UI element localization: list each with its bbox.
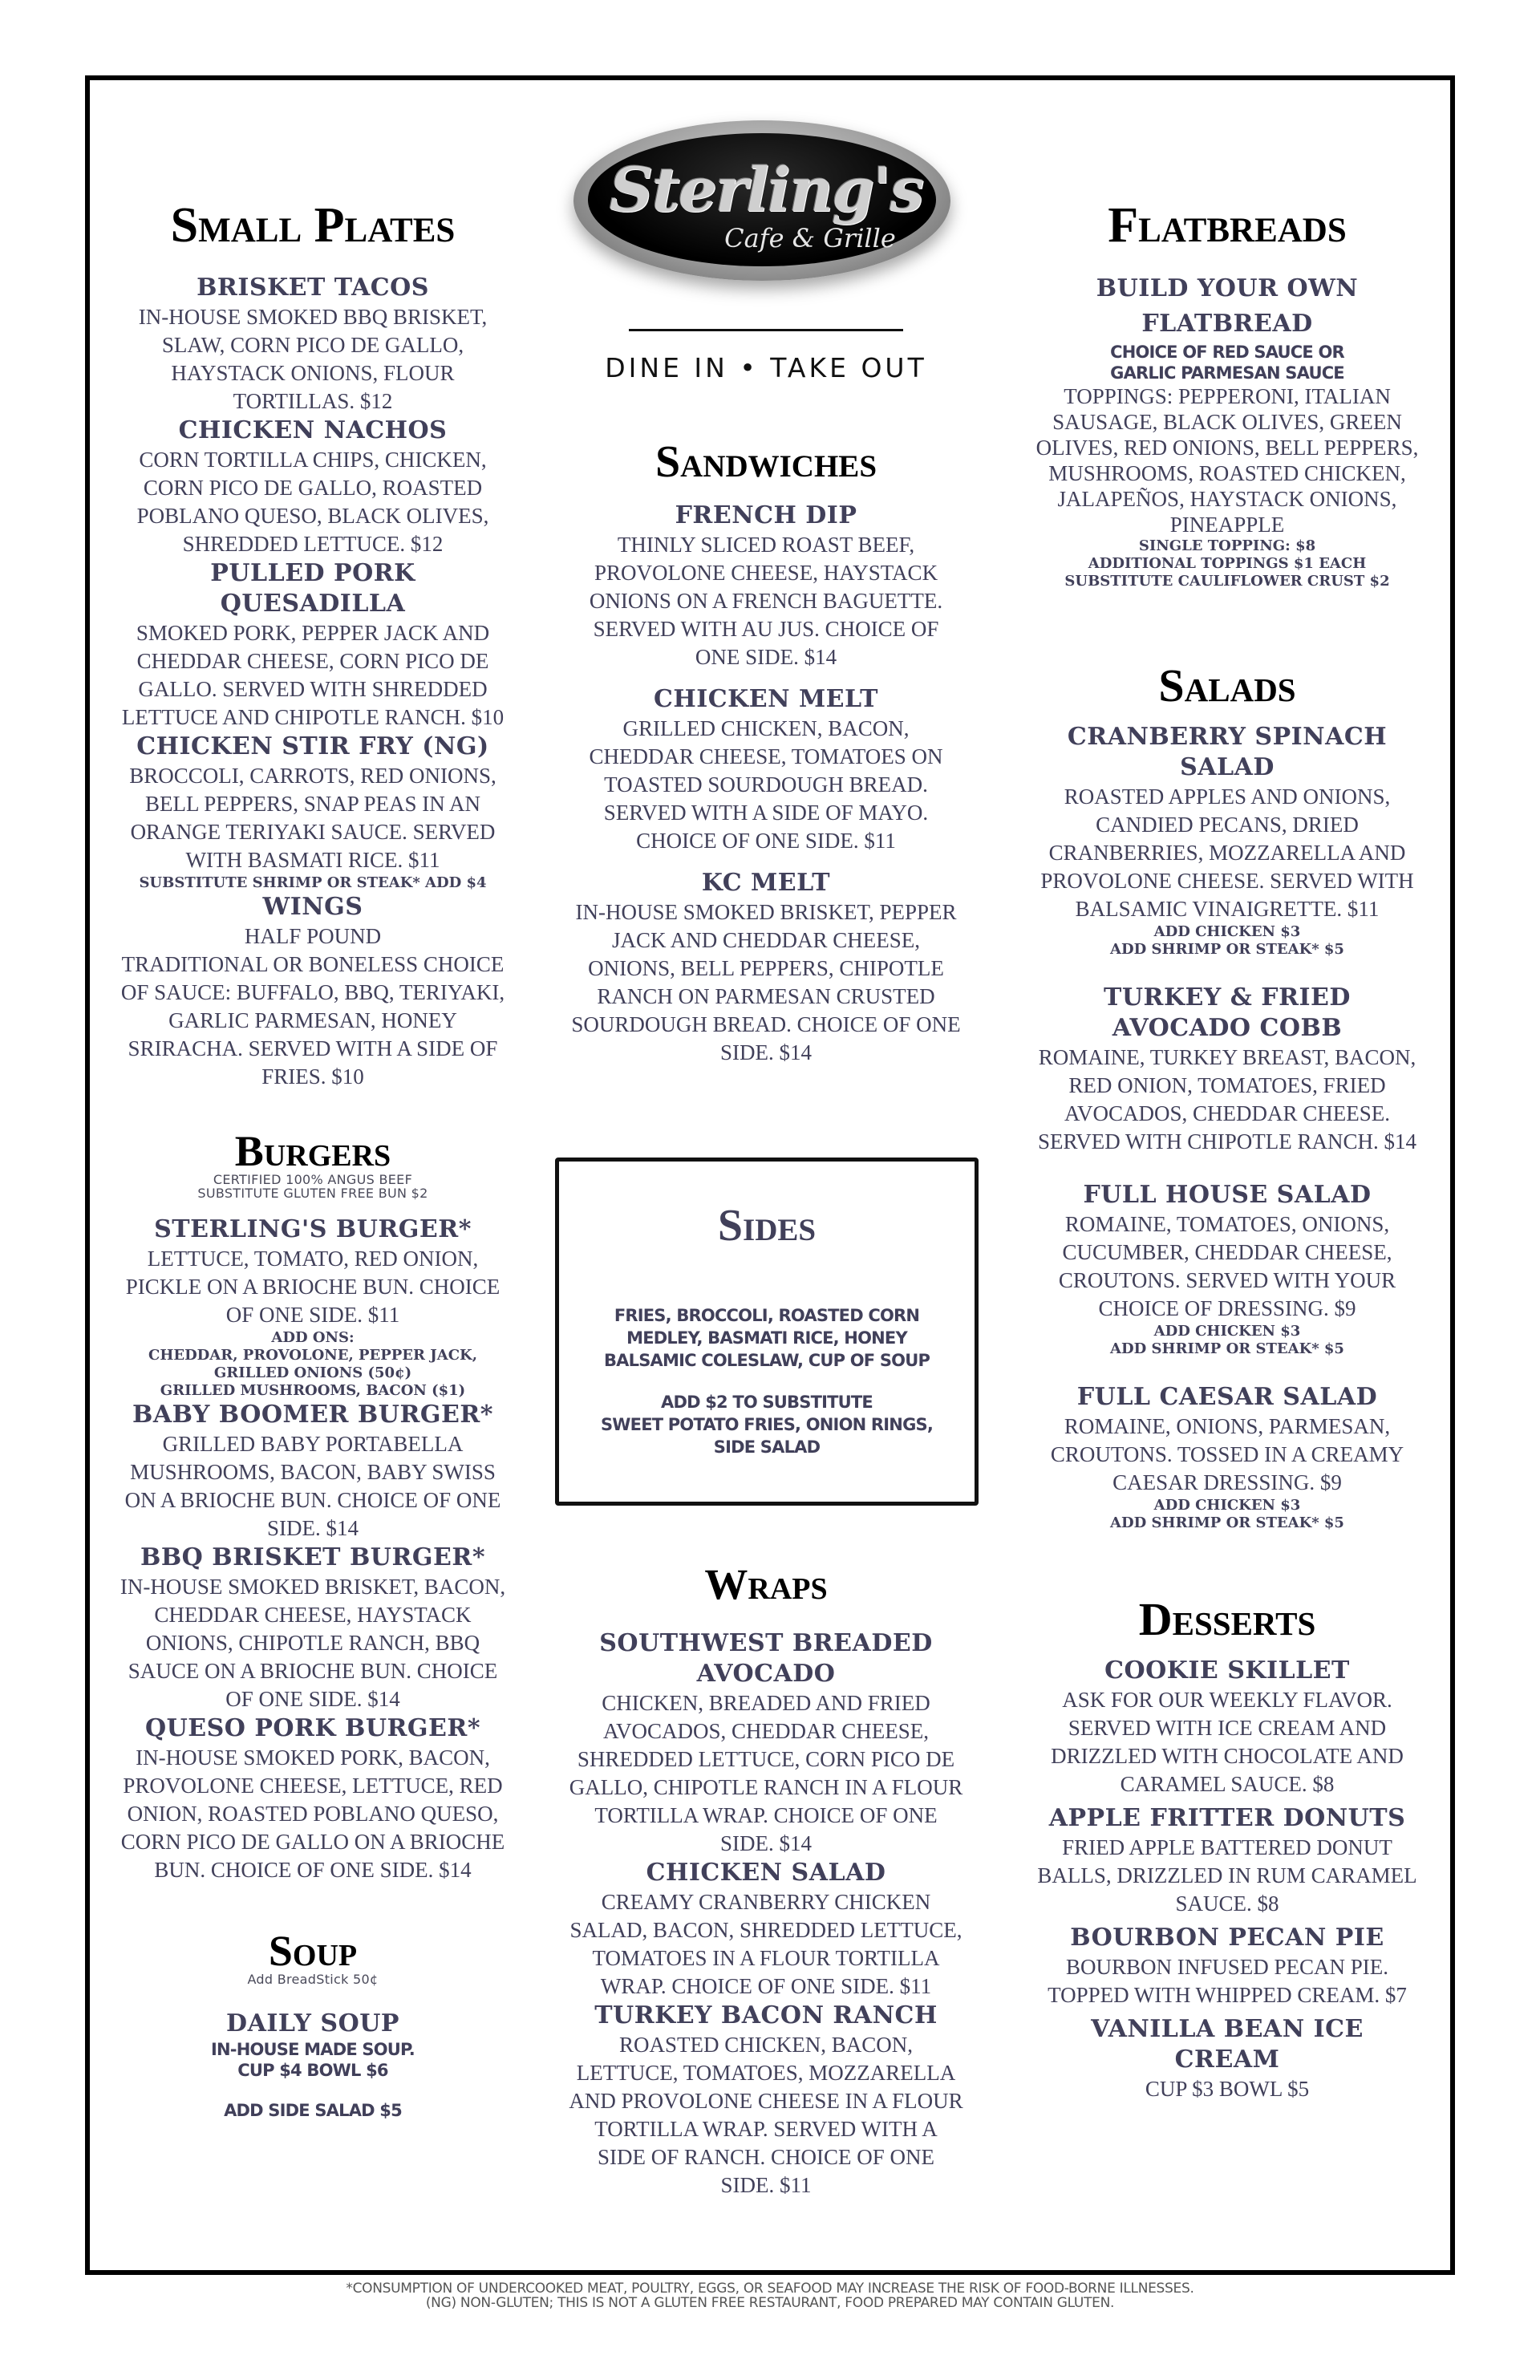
item-note: ADD CHICKEN $3	[1153, 1323, 1301, 1340]
item-description: ASK FOR OUR WEEKLY FLAVOR. SERVED WITH ICE CREAM AND DRIZZLED WITH CHOCOLATE AND CARAMEL SAUCE. $8	[1051, 1688, 1404, 1796]
item-name: BOURBON PECAN PIE	[1070, 1924, 1384, 1952]
item-name: FULL HOUSE SALAD	[1083, 1181, 1372, 1209]
item-name: TURKEY & FRIED AVOCADO COBB	[1104, 983, 1351, 1042]
item-description: IN-HOUSE SMOKED BRISKET, PEPPER JACK AND CHEDDAR CHEESE, ONIONS, BELL PEPPERS, CHIPOTLE RANCH ON PARMESAN CRUSTED SOURDOUGH BREAD. CHOICE OF ONE SIDE. $14	[571, 900, 961, 1064]
menu-item	[1023, 722, 1432, 959]
item-description: IN-HOUSE SMOKED PORK, BACON, PROVOLONE CHEESE, LETTUCE, RED ONION, ROASTED POBLANO QUESO, CORN PICO DE GALLO ON A BRIOCHE BUN. CHOICE OF ONE SIDE. $14	[120, 1745, 505, 1882]
item-description: GRILLED CHICKEN, BACON, CHEDDAR CHEESE, TOMATOES ON TOASTED SOURDOUGH BREAD. SERVED WITH A SIDE OF MAYO. CHOICE OF ONE SIDE. $11	[589, 716, 943, 853]
section-subtitle: CERTIFIED 100% ANGUS BEEF	[213, 1172, 413, 1187]
divider	[629, 329, 903, 331]
item-description: IN-HOUSE MADE SOUP.	[211, 2040, 415, 2059]
item-name: CHICKEN MELT	[654, 685, 878, 713]
item-description: CUP $3 BOWL $5	[1145, 2077, 1310, 2101]
item-description: ROMAINE, TURKEY BREAST, BACON, RED ONION, TOMATOES, FRIED AVOCADOS, CHEDDAR CHEESE. SERVED WITH CHIPOTLE RANCH. $14	[1037, 1045, 1417, 1154]
item-name: CHICKEN NACHOS	[178, 416, 448, 444]
item-name: APPLE FRITTER DONUTS	[1048, 1804, 1406, 1832]
menu-item	[1023, 983, 1432, 1156]
sauce-choice: CHOICE OF RED SAUCE OR GARLIC PARMESAN SAUCE	[1110, 343, 1344, 383]
item-name: PULLED PORK QUESADILLA	[210, 559, 415, 618]
section-salads	[1023, 659, 1432, 1532]
menu-item	[565, 868, 967, 1067]
item-description: IN-HOUSE SMOKED BRISKET, BACON, CHEDDAR CHEESE, HAYSTACK ONIONS, CHIPOTLE RANCH, BBQ SAUCE ON A BRIOCHE BUN. CHOICE OF ONE SIDE. $14	[120, 1575, 506, 1711]
item-description: FRIED APPLE BATTERED DONUT BALLS, DRIZZLED IN RUM CARAMEL SAUCE. $8	[1037, 1835, 1417, 1916]
menu-item	[1023, 1656, 1432, 1798]
item-name: BUILD YOUR OWN FLATBREAD	[1096, 274, 1359, 338]
menu-item	[565, 2001, 967, 2200]
section-title: Sandwiches	[654, 437, 877, 487]
item-name: KC MELT	[701, 869, 831, 897]
item-name: DAILY SOUP	[226, 2009, 399, 2037]
menu-item	[565, 1858, 967, 2001]
item-description: BOURBON INFUSED PECAN PIE. TOPPED WITH WHIPPED CREAM. $7	[1048, 1955, 1407, 2007]
section-title: Burgers	[234, 1127, 391, 1175]
item-note: ADDITIONAL TOPPINGS $1 EACH	[1088, 555, 1367, 572]
menu-item	[112, 273, 513, 416]
item-description: ROASTED APPLES AND ONIONS, CANDIED PECANS, DRIED CRANBERRIES, MOZZARELLA AND PROVOLONE CHEESE. SERVED WITH BALSAMIC VINAIGRETTE. $11	[1040, 785, 1414, 921]
section-sandwiches	[565, 437, 967, 1067]
item-note: ADD SIDE SALAD $5	[224, 2101, 402, 2120]
item-note: ADD SHRIMP OR STEAK* $5	[1110, 941, 1344, 958]
section-title: Desserts	[1138, 1593, 1316, 1645]
item-description: SMOKED PORK, PEPPER JACK AND CHEDDAR CHEESE, CORN PICO DE GALLO. SERVED WITH SHREDDED LETTUCE AND CHIPOTLE RANCH. $10	[121, 621, 505, 729]
brand-logo	[565, 112, 967, 305]
item-name: FULL CAESAR SALAD	[1076, 1383, 1378, 1411]
item-description: CORN TORTILLA CHIPS, CHICKEN, CORN PICO DE GALLO, ROASTED POBLANO QUESO, BLACK OLIVES, SHREDDED LETTUCE. $12	[136, 448, 489, 556]
item-name: QUESO PORK BURGER*	[144, 1714, 481, 1742]
middle-column	[565, 112, 967, 1067]
item-name: CHICKEN STIR FRY (NG)	[136, 732, 489, 760]
addons-line: GRILLED ONIONS (50¢)	[213, 1364, 412, 1381]
item-name: BRISKET TACOS	[197, 274, 429, 302]
item-name: BABY BOOMER BURGER*	[132, 1401, 493, 1429]
item-name: CHICKEN SALAD	[646, 1859, 886, 1887]
section-title: Small Plates	[170, 198, 456, 253]
item-description: LETTUCE, TOMATO, RED ONION, PICKLE ON A BRIOCHE BUN. CHOICE OF ONE SIDE. $11	[125, 1247, 500, 1327]
item-description: HALF POUND	[244, 924, 382, 948]
addons-line: GRILLED MUSHROOMS, BACON ($1)	[160, 1382, 466, 1399]
menu-item	[565, 501, 967, 671]
menu-item	[112, 1713, 513, 1884]
menu-item	[1023, 1803, 1432, 1918]
item-note: ADD SHRIMP OR STEAK* $5	[1110, 1340, 1344, 1357]
section-title: Wraps	[704, 1560, 828, 1608]
item-name: CRANBERRY SPINACH SALAD	[1067, 723, 1388, 781]
item-note: SUBSTITUTE SHRIMP OR STEAK* ADD $4	[139, 874, 487, 891]
menu-item	[1023, 1923, 1432, 2009]
item-description: GRILLED BABY PORTABELLA MUSHROOMS, BACON, BABY SWISS ON A BRIOCHE BUN. CHOICE OF ONE SIDE. $14	[124, 1432, 501, 1540]
menu-item	[112, 558, 513, 732]
footer-disclaimer	[0, 2281, 1540, 2310]
section-title: Flatbreads	[1108, 198, 1347, 253]
item-note: SINGLE TOPPING: $8	[1138, 537, 1316, 554]
item-description: ROMAINE, TOMATOES, ONIONS, CUCUMBER, CHEDDAR CHEESE, CROUTONS. SERVED WITH YOUR CHOICE OF DRESSING. $9	[1058, 1212, 1396, 1320]
item-description: TRADITIONAL OR BONELESS CHOICE OF SAUCE: BUFFALO, BBQ, TERIYAKI, GARLIC PARMESAN, HONEY SRIRACHA. SERVED WITH A SIDE OF FRIES. $10	[120, 952, 505, 1089]
disclaimer-line: *CONSUMPTION OF UNDERCOOKED MEAT, POULTRY, EGGS, OR SEAFOOD MAY INCREASE THE RISK OF FOOD-BORNE ILLNESSES.	[346, 2281, 1194, 2297]
section-title: Salads	[1158, 659, 1296, 712]
sides-list: FRIES, BROCCOLI, ROASTED CORN MEDLEY, BASMATI RICE, HONEY BALSAMIC COLESLAW, CUP OF SOUP	[603, 1306, 930, 1370]
item-description: THINLY SLICED ROAST BEEF, PROVOLONE CHEESE, HAYSTACK ONIONS ON A FRENCH BAGUETTE. SERVED WITH AU JUS. CHOICE OF ONE SIDE. $14	[589, 533, 943, 669]
item-note: ADD CHICKEN $3	[1153, 923, 1301, 940]
section-title: Soup	[268, 1927, 358, 1975]
item-description: CHICKEN, BREADED AND FRIED AVOCADOS, CHEDDAR CHEESE, SHREDDED LETTUCE, CORN PICO DE GALLO, CHIPOTLE RANCH IN A FLOUR TORTILLA WRAP. CHOICE OF ONE SIDE. $14	[569, 1691, 963, 1855]
menu-item	[112, 416, 513, 558]
item-name: FRENCH DIP	[675, 501, 857, 529]
right-column	[1023, 198, 1432, 2103]
item-note: ADD SHRIMP OR STEAK* $5	[1110, 1514, 1344, 1531]
menu-item	[1023, 1382, 1432, 1532]
section-soup	[112, 1929, 513, 2121]
item-description: IN-HOUSE SMOKED BBQ BRISKET, SLAW, CORN PICO DE GALLO, HAYSTACK ONIONS, FLOUR TORTILLAS. $12	[138, 305, 488, 413]
item-name: VANILLA BEAN ICE CREAM	[1091, 2015, 1364, 2074]
item-name: WINGS	[262, 893, 363, 921]
menu-item	[1023, 271, 1432, 590]
section-title: Sides	[717, 1201, 817, 1251]
item-description: BROCCOLI, CARROTS, RED ONIONS, BELL PEPPERS, SNAP PEAS IN AN ORANGE TERIYAKI SAUCE. SERVED WITH BASMATI RICE. $11	[129, 764, 496, 872]
item-note: ADD CHICKEN $3	[1153, 1497, 1301, 1514]
addons-line: CHEDDAR, PROVOLONE, PEPPER JACK,	[148, 1347, 477, 1364]
menu-item	[1023, 2014, 1432, 2103]
section-subtitle: Add BreadStick 50¢	[247, 1972, 379, 1987]
item-name: BBQ BRISKET BURGER*	[140, 1543, 486, 1571]
section-desserts	[1023, 1593, 1432, 2103]
left-column	[112, 198, 513, 2121]
item-description: ROMAINE, ONIONS, PARMESAN, CROUTONS. TOSSED IN A CREAMY CAESAR DRESSING. $9	[1050, 1414, 1404, 1494]
sides-substitute-list: SWEET POTATO FRIES, ONION RINGS, SIDE SALAD	[600, 1415, 934, 1457]
menu-item	[112, 732, 513, 892]
item-name: COOKIE SKILLET	[1104, 1656, 1350, 1685]
section-flatbreads	[1023, 198, 1432, 590]
item-name: SOUTHWEST BREADED AVOCADO	[599, 1629, 933, 1688]
tagline: DINE IN • TAKE OUT	[605, 352, 927, 383]
menu-item	[565, 1628, 967, 1858]
item-name: TURKEY BACON RANCH	[594, 2001, 938, 2029]
disclaimer-line: (NG) NON-GLUTEN; THIS IS NOT A GLUTEN FREE RESTAURANT, FOOD PREPARED MAY CONTAIN GLUTEN.	[425, 2295, 1115, 2311]
menu-item	[112, 2009, 513, 2121]
item-description: ROASTED CHICKEN, BACON, LETTUCE, TOMATOES, MOZZARELLA AND PROVOLONE CHEESE IN A FLOUR TORTILLA WRAP. SERVED WITH A SIDE OF RANCH. CHOICE OF ONE SIDE. $11	[569, 2033, 963, 2197]
section-small-plates	[112, 198, 513, 1091]
addons-title: ADD ONS:	[271, 1329, 355, 1346]
section-wraps	[565, 1560, 967, 2200]
section-subtitle: SUBSTITUTE GLUTEN FREE BUN $2	[197, 1186, 428, 1201]
item-name: STERLING'S BURGER*	[154, 1215, 472, 1243]
brand-name: Sterling's	[609, 154, 923, 225]
menu-item	[112, 892, 513, 1091]
item-note: SUBSTITUTE CAULIFLOWER CRUST $2	[1064, 573, 1390, 590]
menu-item	[1023, 1180, 1432, 1358]
sides-substitute-title: ADD $2 TO SUBSTITUTE	[661, 1393, 873, 1412]
item-description: TOPPINGS: PEPPERONI, ITALIAN SAUSAGE, BLACK OLIVES, GREEN OLIVES, RED ONIONS, BELL PEPPERS, MUSHROOMS, ROASTED CHICKEN, JALAPEÑOS, HAYSTACK ONIONS, PINEAPPLE	[1035, 384, 1419, 537]
menu-item	[112, 1400, 513, 1543]
menu-item	[112, 1543, 513, 1713]
item-description: CUP $4 BOWL $6	[237, 2061, 388, 2080]
menu-item	[112, 1214, 513, 1400]
item-description: CREAMY CRANBERRY CHICKEN SALAD, BACON, SHREDDED LETTUCE, TOMATOES IN A FLOUR TORTILLA WRAP. CHOICE OF ONE SIDE. $11	[569, 1890, 962, 1998]
menu-item	[565, 684, 967, 855]
sides-box	[555, 1158, 979, 1506]
brand-subtitle: Cafe & Grille	[724, 223, 896, 253]
section-burgers	[112, 1129, 513, 1884]
